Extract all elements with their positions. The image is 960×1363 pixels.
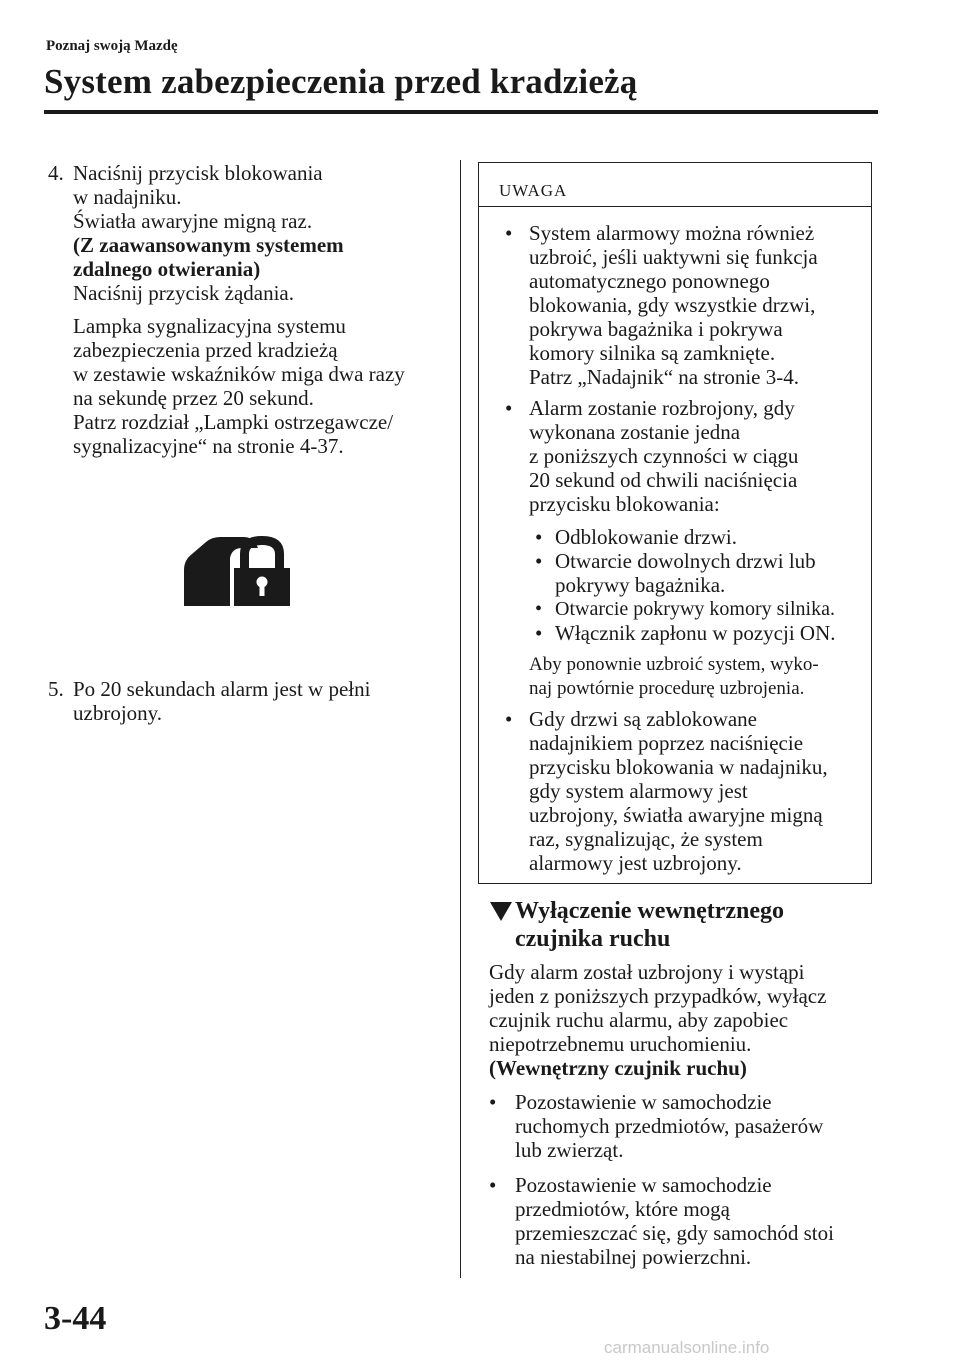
bullet-dot: • — [489, 1173, 497, 1197]
note-line: 20 sekund od chwili naciśnięcia — [529, 468, 798, 492]
note-sub-line: Odblokowanie drzwi. — [555, 525, 737, 549]
column-divider — [460, 160, 461, 1278]
note-line: Alarm zostanie rozbrojony, gdy — [529, 396, 795, 420]
note-line: komory silnika są zamknięte. — [529, 341, 776, 365]
step-number: 5. — [48, 677, 64, 701]
note-line: przycisku blokowania w nadajniku, — [529, 755, 828, 779]
sub-bullet-dot: • — [535, 621, 543, 645]
note-sub-line: Otwarcie dowolnych drzwi lub — [555, 549, 816, 573]
note-title: UWAGA — [499, 181, 568, 200]
step-line: Naciśnij przycisk żądania. — [73, 281, 294, 305]
step-paragraph: Lampka sygnalizacyjna systemu — [73, 314, 346, 338]
note-line: raz, sygnalizując, że system — [529, 827, 763, 851]
note-small-line: naj powtórnie procedurę uzbrojenia. — [529, 678, 805, 699]
sub-bullet-dot: • — [535, 525, 543, 549]
step-condition: (Z zaawansowanym systemem — [73, 233, 344, 257]
para-line: jeden z poniższych przypadków, wyłącz — [489, 984, 827, 1008]
step-5 — [48, 677, 448, 725]
para-bold: (Wewnętrzny czujnik ruchu) — [489, 1056, 747, 1080]
note-line: uzbrojony, światła awaryjne migną — [529, 803, 823, 827]
para-line: Gdy alarm został uzbrojony i wystąpi — [489, 960, 805, 984]
note-line: Gdy drzwi są zablokowane — [529, 707, 758, 731]
section-bullet — [489, 1173, 879, 1269]
note-line: System alarmowy można również — [529, 221, 815, 245]
note-rearm-text — [529, 653, 819, 701]
section-heading — [515, 897, 784, 953]
step-paragraph: Patrz rozdział „Lampki ostrzegawcze/ — [73, 410, 394, 434]
note-bullet — [505, 707, 828, 875]
note-sub-item — [535, 621, 836, 645]
header-rule — [44, 110, 878, 114]
step-line: Światła awaryjne migną raz. — [73, 209, 313, 233]
para-line: na niestabilnej powierzchni. — [515, 1245, 752, 1269]
bullet-dot: • — [505, 707, 513, 731]
note-sub-item — [535, 597, 835, 621]
note-bullet — [505, 396, 798, 516]
step-number: 4. — [48, 161, 64, 185]
para-line: lub zwierząt. — [515, 1138, 624, 1162]
note-line: blokowania, gdy wszystkie drzwi, — [529, 293, 816, 317]
step-line: Po 20 sekundach alarm jest w pełni — [73, 677, 371, 701]
para-line: przedmiotów, które mogą — [515, 1197, 730, 1221]
step-paragraph: zabezpieczenia przed kradzieżą — [73, 338, 338, 362]
para-line: czujnik ruchu alarmu, aby zapobiec — [489, 1008, 789, 1032]
note-line: nadajnikiem poprzez naciśnięcie — [529, 731, 804, 755]
heading-line: Wyłączenie wewnętrznego — [515, 898, 785, 924]
note-bullet — [505, 221, 818, 389]
step-4 — [48, 161, 448, 458]
step-line: w nadajniku. — [73, 185, 182, 209]
heading-line: czujnika ruchu — [515, 926, 671, 952]
triangle-down-icon — [490, 902, 512, 926]
sub-bullet-dot: • — [535, 598, 543, 620]
sub-bullet-dot: • — [535, 549, 543, 573]
bullet-dot: • — [505, 396, 513, 420]
bullet-dot: • — [505, 221, 513, 245]
step-paragraph: sygnalizacyjne“ na stronie 4-37. — [73, 434, 344, 458]
watermark: carmanualsonline.info — [604, 1338, 770, 1357]
section-label: Poznaj swoją Mazdę — [46, 38, 178, 54]
para-line: przemieszczać się, gdy samochód stoi — [515, 1221, 834, 1245]
section-bullet — [489, 1090, 879, 1162]
page-title: System zabezpieczenia przed kradzieżą — [44, 62, 638, 101]
note-divider — [479, 206, 871, 207]
note-line: z poniższych czynności w ciągu — [529, 444, 799, 468]
note-small-line: Aby ponownie uzbroić system, wyko- — [529, 654, 819, 675]
section-body — [489, 960, 879, 1269]
step-line: Naciśnij przycisk blokowania — [73, 161, 323, 185]
step-condition: zdalnego otwierania) — [73, 257, 261, 281]
para-line: Pozostawienie w samochodzie — [515, 1173, 772, 1197]
note-line: przycisku blokowania: — [529, 492, 720, 516]
step-line: uzbrojony. — [73, 701, 163, 725]
bullet-dot: • — [489, 1090, 497, 1114]
note-line: automatycznego ponownego — [529, 269, 770, 293]
note-line: wykonana zostanie jedna — [529, 420, 741, 444]
note-sub-item — [535, 525, 737, 549]
note-line: gdy system alarmowy jest — [529, 779, 748, 803]
note-sub-line: Włącznik zapłonu w pozycji ON. — [555, 621, 836, 645]
note-sub-line: pokrywy bagażnika. — [555, 573, 726, 597]
note-box — [478, 162, 872, 884]
para-line: niepotrzebnemu uruchomieniu. — [489, 1032, 752, 1056]
note-line: Patrz „Nadajnik“ na stronie 3-4. — [529, 365, 799, 389]
page-number: 3-44 — [44, 1300, 107, 1337]
note-line: alarmowy jest uzbrojony. — [529, 851, 742, 875]
para-line: ruchomych przedmiotów, pasażerów — [515, 1114, 824, 1138]
step-paragraph: na sekundę przez 20 sekund. — [73, 386, 314, 410]
para-line: Pozostawienie w samochodzie — [515, 1090, 772, 1114]
note-sub-item — [535, 549, 816, 597]
note-sub-line: Otwarcie pokrywy komory silnika. — [555, 598, 835, 620]
car-lock-indicator-icon — [180, 532, 292, 613]
note-line: uzbroić, jeśli uaktywni się funkcja — [529, 245, 818, 269]
step-paragraph: w zestawie wskaźników miga dwa razy — [73, 362, 405, 386]
note-line: pokrywa bagażnika i pokrywa — [529, 317, 783, 341]
